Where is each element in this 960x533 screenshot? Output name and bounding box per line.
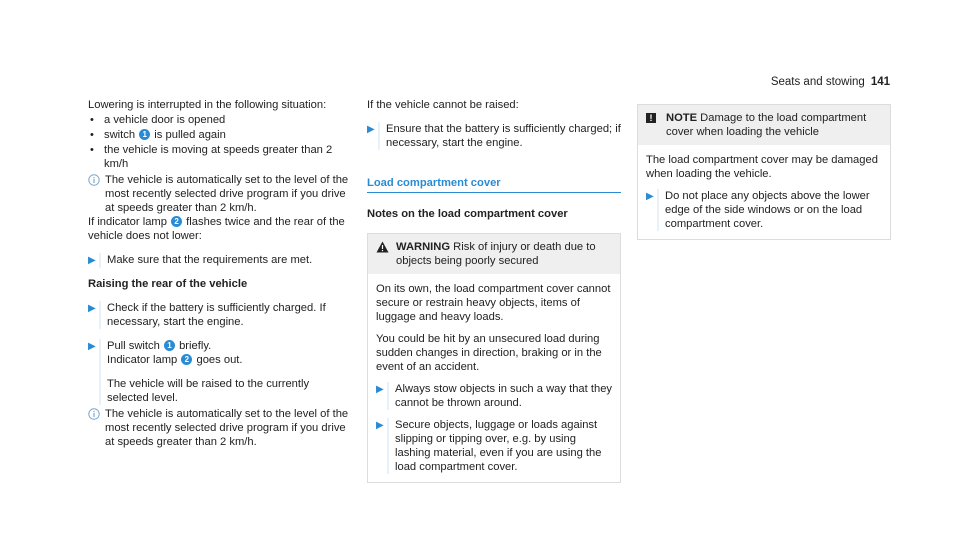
step-text: Do not place any objects above the lower edge of the side windows or on the load compartment cover. — [665, 190, 870, 230]
instruction-step — [88, 253, 352, 268]
info-text: The vehicle is automatically set to the level of the most recently selected drive program if you drive at speeds greater than 2 km/h. — [105, 174, 349, 214]
text-part: flashes twice and the rear of the vehicle does not lower: — [88, 216, 345, 242]
step-result: The vehicle will be raised to the currently selected level. — [107, 378, 310, 404]
callout-badge: 2 — [171, 216, 182, 227]
info-icon — [88, 173, 105, 215]
intro-text: Lowering is interrupted in the following situation: — [88, 99, 327, 111]
info-note — [88, 173, 352, 215]
step-text: Always stow objects in such a way that they cannot be thrown around. — [395, 383, 613, 409]
text-part: goes out. — [193, 354, 243, 366]
warning-title-text: Risk of injury or death due to objects being poorly secured — [396, 241, 596, 267]
arrow-right-icon: ▶ — [367, 124, 375, 135]
bullet-text: the vehicle is moving at speeds greater than 2 km/h — [104, 144, 333, 170]
notice-mark: ! — [646, 113, 656, 123]
instruction-step — [88, 301, 352, 329]
info-icon — [88, 407, 105, 449]
page-header — [771, 76, 890, 88]
warning-triangle-icon — [376, 240, 396, 268]
notice-icon — [646, 111, 666, 139]
step-text: Ensure that the battery is sufficiently charged; if necessary, start the engine. — [386, 123, 621, 149]
bullet-dot-icon: • — [90, 129, 94, 141]
warning-paragraph: You could be hit by an unsecured load during sudden changes in direction, braking or in the event of an accident. — [376, 333, 602, 373]
bullet-text-part: switch — [104, 129, 139, 141]
callout-badge: 2 — [181, 354, 192, 365]
bullet-text-part: is pulled again — [151, 129, 226, 141]
warning-keyword: WARNING — [396, 241, 451, 253]
text-part: Pull switch — [107, 340, 163, 352]
info-text: The vehicle is automatically set to the level of the most recently selected drive program if you drive at speeds greater than 2 km/h. — [105, 408, 349, 448]
warning-paragraph: On its own, the load compartment cover cannot secure or restrain heavy objects, items of luggage and heavy loads. — [376, 283, 611, 323]
bullet-dot-icon: • — [90, 114, 94, 126]
section-heading: Load compartment cover — [367, 176, 621, 193]
warning-body — [368, 274, 620, 482]
callout-badge: 1 — [164, 340, 175, 351]
arrow-right-icon: ▶ — [88, 255, 96, 266]
intro-text: If the vehicle cannot be raised: — [367, 99, 519, 111]
notice-title-text: Damage to the load compartment cover when loading the vehicle — [666, 112, 867, 138]
column-3 — [637, 98, 891, 240]
text-part: briefly. — [175, 340, 212, 352]
step-text — [107, 339, 352, 367]
subheading: Raising the rear of the vehicle — [88, 278, 248, 290]
step-text: Check if the battery is sufficiently charged. If necessary, start the engine. — [107, 302, 326, 328]
text-part: Indicator lamp — [107, 354, 181, 366]
bullet-item — [90, 128, 352, 142]
bullet-item — [90, 143, 352, 171]
warning-title — [396, 240, 612, 268]
arrow-right-icon: ▶ — [88, 303, 96, 314]
arrow-right-icon: ▶ — [376, 384, 384, 395]
section-title: Seats and stowing — [770, 76, 865, 88]
notice-body — [638, 145, 890, 239]
page-number: 141 — [870, 76, 890, 88]
info-note — [88, 407, 352, 449]
subheading: Notes on the load compartment cover — [367, 208, 568, 220]
notice-paragraph: The load compartment cover may be damaged when loading the vehicle. — [646, 154, 878, 180]
callout-badge: 1 — [139, 129, 150, 140]
notice-title — [666, 111, 882, 139]
arrow-right-icon: ▶ — [376, 420, 384, 431]
column-1 — [88, 98, 352, 449]
instruction-step — [376, 382, 612, 410]
bullet-dot-icon: • — [90, 144, 94, 156]
arrow-right-icon: ▶ — [88, 341, 96, 352]
step-text: Secure objects, luggage or loads against slipping or tipping over, e.g. by using lashing material, even if you are using the load compartment cover. — [395, 419, 602, 473]
instruction-step — [88, 339, 352, 405]
instruction-step — [376, 418, 612, 474]
warning-box — [367, 233, 621, 483]
arrow-right-icon: ▶ — [646, 191, 654, 202]
lamp-condition — [88, 215, 352, 243]
instruction-step — [367, 122, 621, 150]
bullet-item — [90, 113, 352, 127]
warning-header — [368, 234, 620, 274]
notice-keyword: NOTE — [666, 112, 698, 124]
step-text: Make sure that the requirements are met. — [107, 254, 313, 266]
column-2 — [367, 98, 621, 483]
instruction-step — [646, 189, 882, 231]
text-part: If indicator lamp — [88, 216, 171, 228]
notice-box — [637, 104, 891, 240]
bullet-text: a vehicle door is opened — [104, 114, 226, 126]
notice-header — [638, 105, 890, 145]
bullet-text — [104, 128, 226, 142]
